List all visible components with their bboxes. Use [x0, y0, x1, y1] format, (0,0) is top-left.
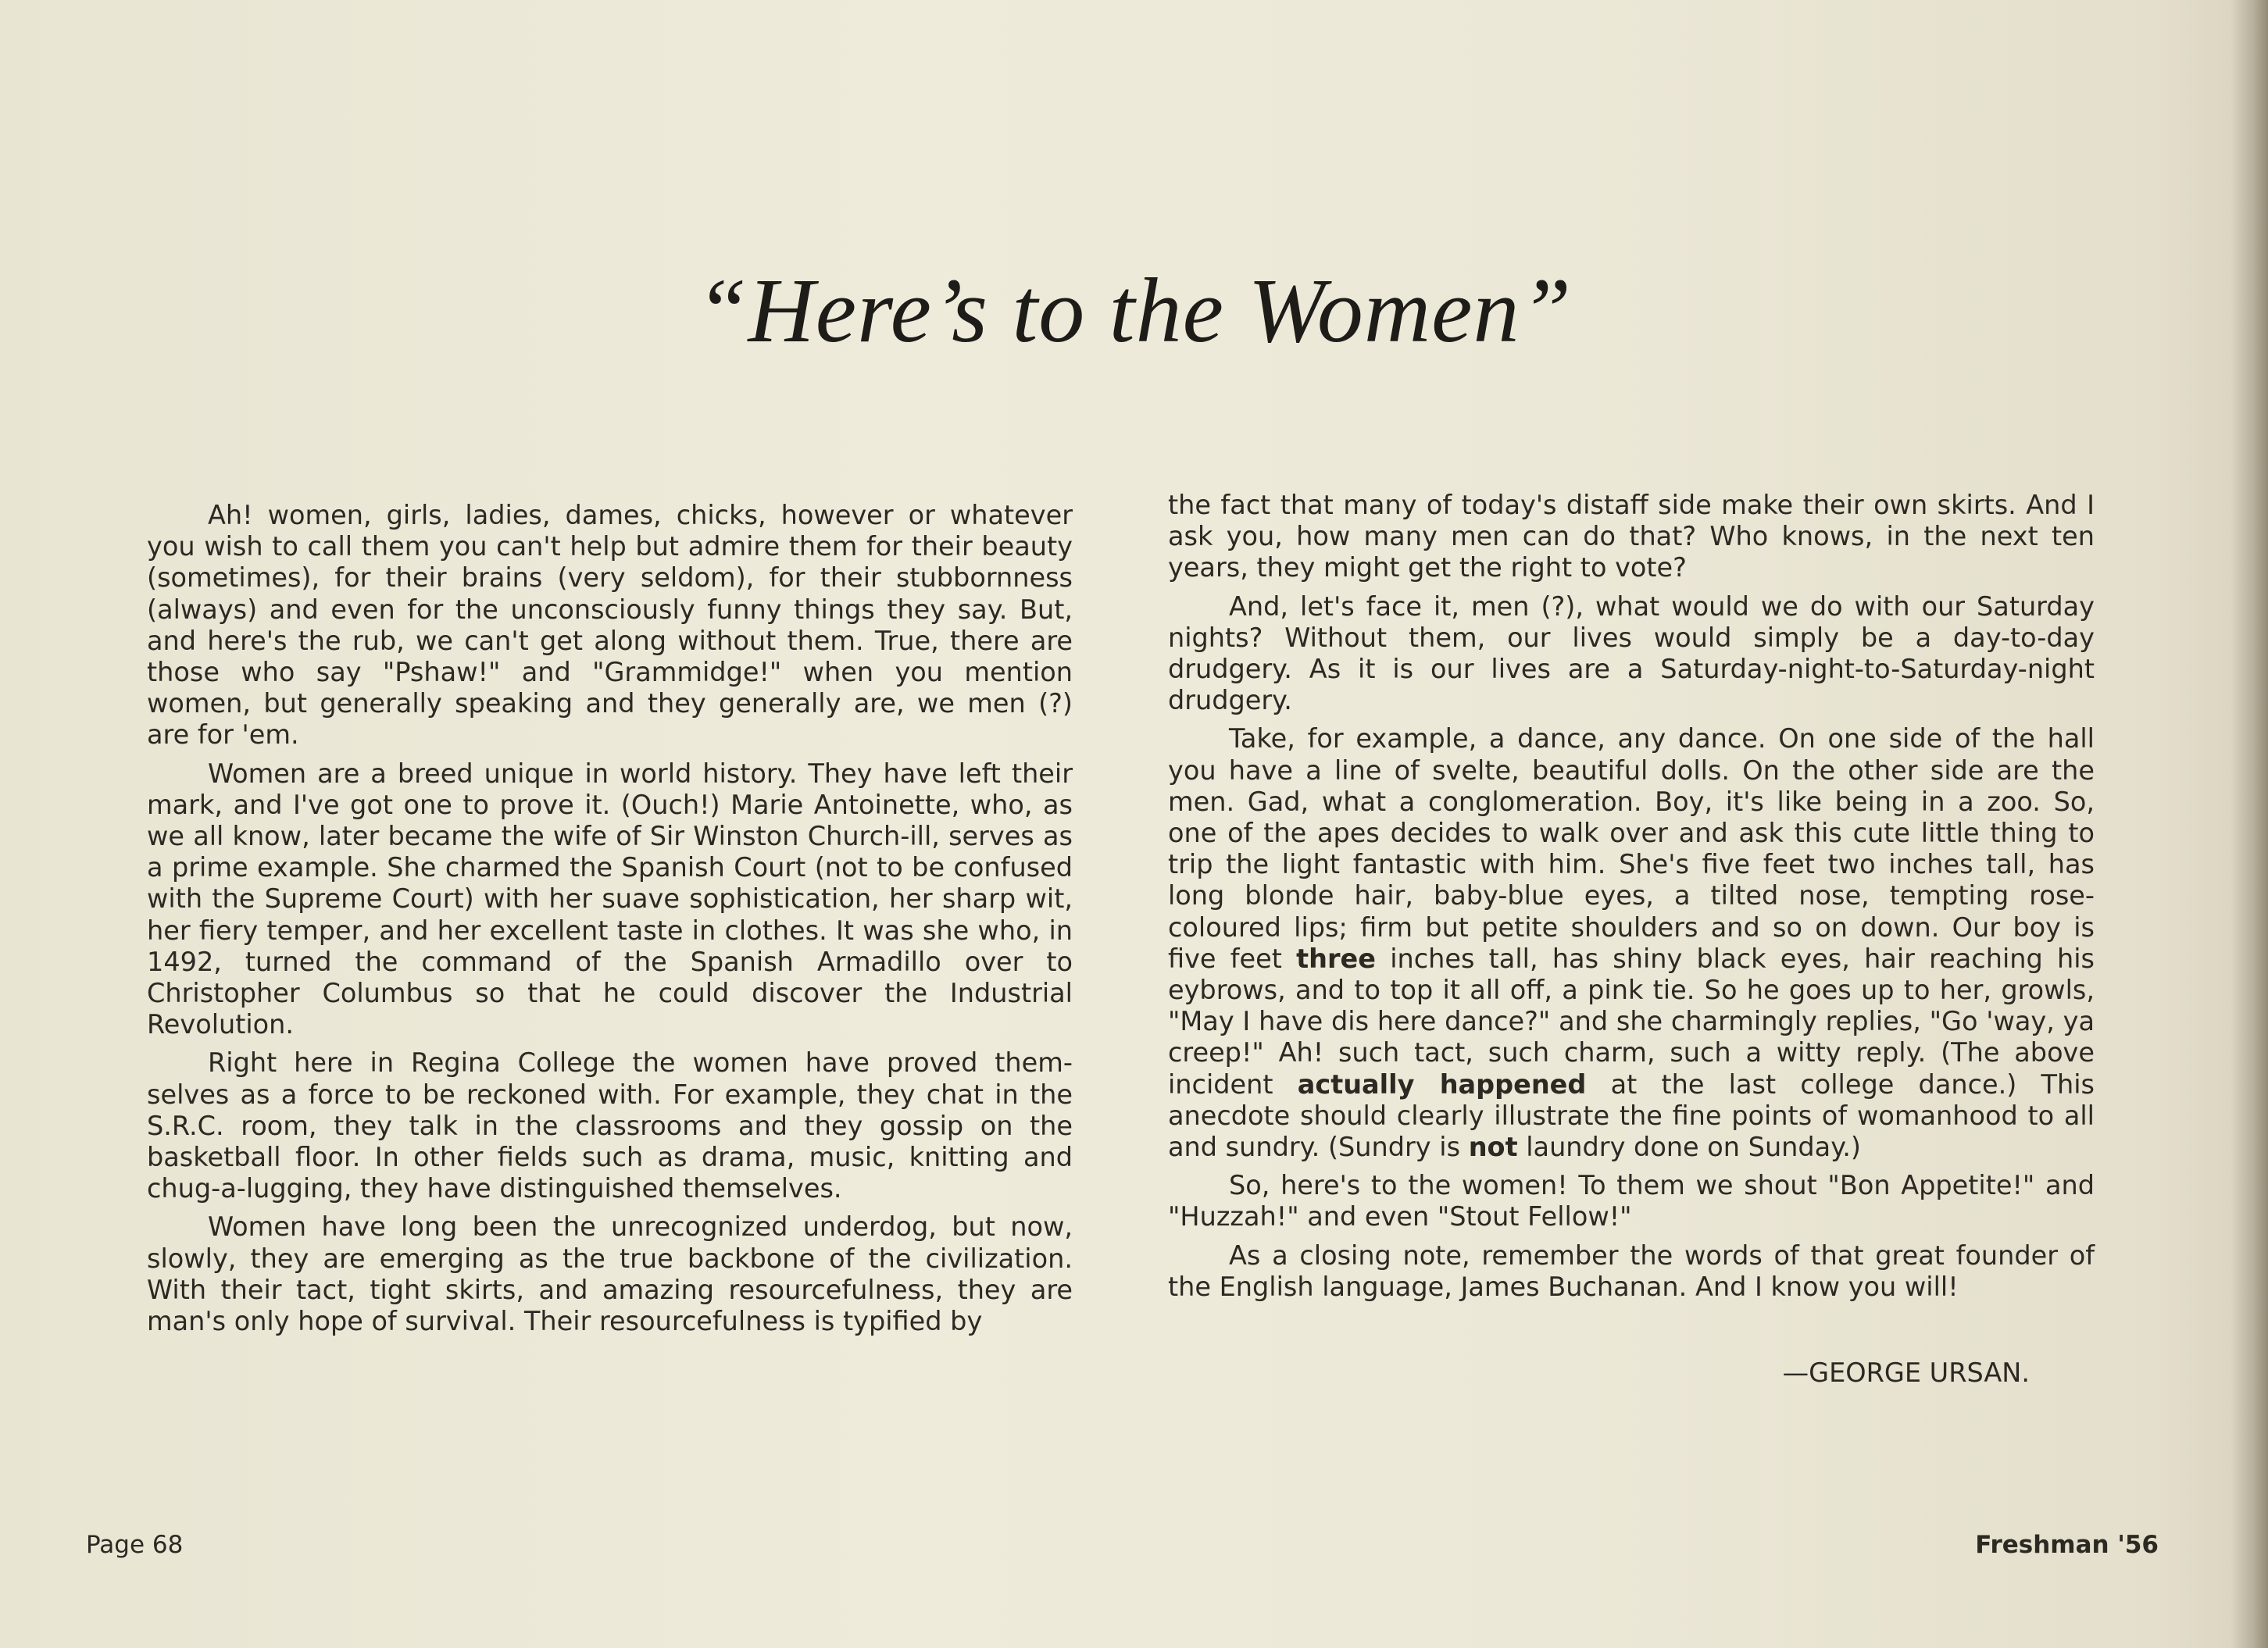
right-paragraph-3-part-d: laundry done on Sunday.) — [1517, 1132, 1861, 1163]
left-paragraph-4: Women have long been the unrecognized underdog, but now, slowly, they are emerging as the true backbone of the civilization. With their tact, tight skirts, and amazing resourcefulness, they are man's only hope of survival. Their resourcefulness is typified by — [147, 1211, 1073, 1337]
right-paragraph-5: As a closing note, remember the words of that great founder of the English language, James Buchanan. And I know you will! — [1168, 1240, 2095, 1302]
right-paragraph-3-part-c: at the last college dance.) This anecdote should clearly illustrate the fine points of womanhood to all and sundry. (Sundry is — [1168, 1068, 2095, 1163]
left-paragraph-3: Right here in Regina College the women have proved them-selves as a force to be reckoned with. For example, they chat in the S.R.C. room, they talk in the classrooms and they gossip on the basketball floor. In other fields such as drama, music, knitting and chug-a-lugging, they have distinguished themselves. — [147, 1047, 1073, 1204]
bold-not: not — [1468, 1132, 1518, 1163]
right-paragraph-1: the fact that many of today's distaff side make their own skirts. And I ask you, how many men can do that? Who knows, in the next ten years, they might get the right to vote? — [1168, 490, 2095, 583]
right-paragraph-3 — [1168, 723, 2095, 1163]
page-number: Page 68 — [86, 1531, 184, 1559]
article-title: “Here’s to the Women” — [695, 259, 1573, 362]
book-spine-shadow — [2230, 0, 2268, 1648]
left-paragraph-2: Women are a breed unique in world history. They have left their mark, and I've got one to prove it. (Ouch!) Marie Antoinette, who, as we all know, later became the wife of Sir Winston Church-ill, serves as a prime example. She charmed the Spanish Court (not to be confused with the Supreme Court) with her suave sophistication, her sharp wit, her fiery temper, and her excellent taste in clothes. It was she who, in 1492, turned the command of the Spanish Armadillo over to Christopher Columbus so that he could discover the Industrial Revolution. — [147, 758, 1073, 1040]
bold-actually-happened: actually happened — [1297, 1068, 1587, 1100]
left-column — [147, 500, 1073, 1344]
bold-three: three — [1296, 943, 1376, 974]
left-paragraph-1: Ah! women, girls, ladies, dames, chicks, however or whatever you wish to call them you can't help but admire them for their beauty (sometimes), for their brains (very seldom), for their stubbornness (always) and even for the unconsciously funny things they say. But, and here's the rub, we can't get along without them. True, there are those who say "Pshaw!" and "Grammidge!" when you mention women, but generally speaking and they generally are, we men (?) are for 'em. — [147, 500, 1073, 751]
right-paragraph-3-part-b: inches tall, has shiny black eyes, hair reaching his eybrows, and to top it all off, a pink tie. So he goes up to her, growls, "May I have dis here dance?" and she charmingly replies, "Go 'way, ya creep!" Ah! such tact, such charm, such a witty reply. (The above incident — [1168, 943, 2095, 1100]
right-column — [1168, 490, 2095, 1310]
publication-footer: Freshman '56 — [1975, 1531, 2159, 1559]
author-signature: —GEORGE URSAN. — [1782, 1357, 2030, 1388]
right-paragraph-2: And, let's face it, men (?), what would we do with our Saturday nights? Without them, our lives would simply be a day-to-day drudgery. As it is our lives are a Saturday-night-to-Saturday-night drudgery. — [1168, 590, 2095, 716]
right-paragraph-3-part-a: Take, for example, a dance, any dance. On one side of the hall you have a line of svelte, beautiful dolls. On the other side are the men. Gad, what a conglomeration. Boy, it's like being in a zoo. So, one of the apes decides to walk over and ask this cute little thing to trip the light fantastic with him. She's five feet two inches tall, has long blonde hair, baby-blue eyes, a tilted nose, tempting rose-coloured lips; firm but petite shoulders and so on down. Our boy is five feet — [1168, 723, 2095, 974]
right-paragraph-4: So, here's to the women! To them we shout "Bon Appetite!" and "Huzzah!" and even "Stout Fellow!" — [1168, 1170, 2095, 1232]
